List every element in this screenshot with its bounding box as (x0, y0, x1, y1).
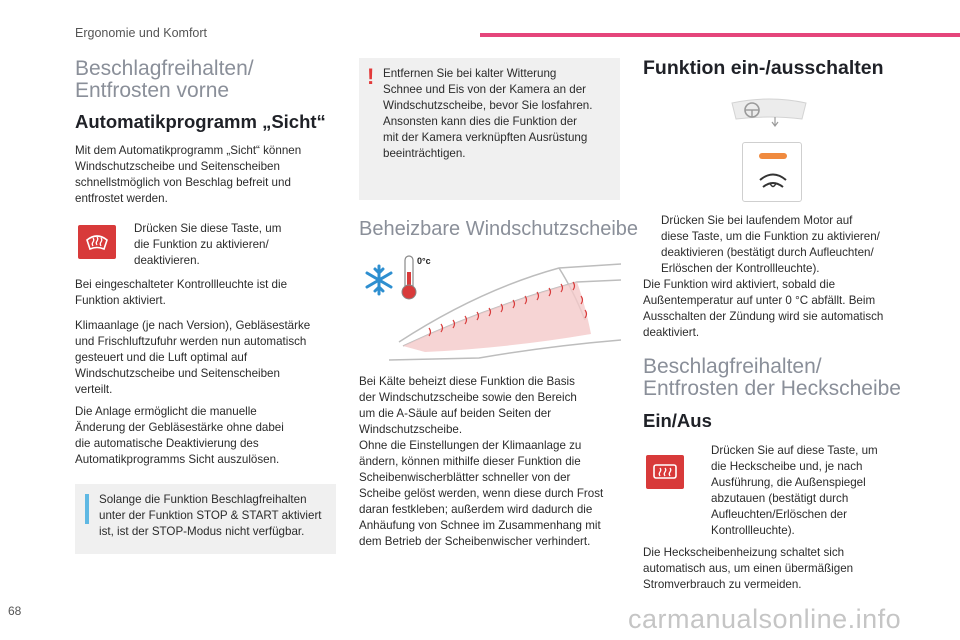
text-line: gesteuert und die Luft optimal auf (75, 351, 248, 364)
text-line: Windschutzscheibe und Seitenscheiben (75, 160, 280, 173)
heated-windscreen-control[interactable] (742, 142, 802, 202)
text-line: abzutauen (bestätigt durch (711, 492, 849, 505)
paragraph-indicator (75, 277, 340, 309)
text-line: Ausführung, die Außenspiegel (711, 476, 866, 489)
text-line: um die A-Säule auf beiden Seiten der (359, 407, 552, 420)
warning-box (359, 58, 620, 200)
text-line: Windschutzscheibe. (359, 423, 463, 436)
text-line: beeinträchtigen. (383, 147, 466, 160)
onoff-paragraph (643, 277, 923, 341)
text-line: Funktion aktiviert. (75, 294, 166, 307)
temperature-label: 0°c (417, 256, 431, 266)
text-line: Kontrollleuchte). (711, 524, 795, 537)
text-line: Windschutzscheibe und Seitenscheiben (75, 367, 280, 380)
paragraph-climate (75, 318, 340, 398)
text-line: Windschutzscheibe, bevor Sie losfahren. (383, 99, 593, 112)
text-line: deaktivieren (bestätigt durch Aufleuchten/ (661, 246, 874, 259)
section-title-line: Beschlagfreihalten/ (643, 355, 822, 378)
text-line: Mit dem Automatikprogramm „Sicht“ können (75, 144, 302, 157)
rear-bullet-text (711, 443, 921, 539)
text-line: Drücken Sie diese Taste, um (134, 222, 282, 235)
thermometer-icon (402, 256, 416, 299)
rear-window-defrost-icon (652, 462, 678, 482)
text-line: Die Funktion wird aktiviert, sobald die (643, 278, 836, 291)
onoff-bullet-text (661, 213, 921, 277)
text-line: Scheibe gelöst werden, wenn diese durch Frost (359, 487, 604, 500)
section-title-line: Beschlagfreihalten/ (75, 57, 254, 80)
text-line: automatisch aus, um einen übermäßigen (643, 562, 854, 575)
text-line: Schnee und Eis von der Kamera an der (383, 83, 587, 96)
text-line: deaktiviert. (643, 326, 700, 339)
text-line: Drücken Sie bei laufendem Motor auf (661, 214, 853, 227)
header-title: Ergonomie und Komfort (75, 26, 208, 40)
text-line: Solange die Funktion Beschlagfreihalten (99, 493, 307, 506)
text-line: daran festkleben; außerdem wird dadurch die (359, 503, 593, 516)
header-accent-bar (480, 33, 960, 37)
info-note-accent (85, 494, 89, 524)
text-line: Klimaanlage (je nach Version), Gebläsestärke (75, 319, 311, 332)
heated-windscreen-illustration (359, 250, 621, 370)
section-title-rear (643, 356, 901, 400)
text-line: deaktivieren. (134, 254, 200, 267)
text-line: die Funktion zu aktivieren/ (134, 238, 269, 251)
text-line: Bei Kälte beheizt diese Funktion die Basis (359, 375, 575, 388)
text-line: Stromverbrauch zu vermeiden. (643, 578, 802, 591)
text-line: Bei eingeschalteter Kontrollleuchte ist die (75, 278, 288, 291)
watermark: carmanualsonline.info (628, 604, 902, 634)
info-note-text (99, 492, 334, 540)
text-line: Drücken Sie auf diese Taste, um (711, 444, 878, 457)
einaus-title: Ein/Aus (643, 410, 712, 431)
heated-zone (403, 282, 591, 352)
text-line: Änderung der Gebläsestärke ohne dabei (75, 421, 284, 434)
text-line: Ansonsten kann dies die Funktion der (383, 115, 577, 128)
text-line: Die Anlage ermöglicht die manuelle (75, 405, 257, 418)
text-line: Aufleuchten/Erlöschen der (711, 508, 847, 521)
text-line: die automatische Deaktivierung des (75, 437, 259, 450)
auto-program-title: Automatikprogramm „Sicht“ (75, 111, 326, 132)
text-line: Die Heckscheibenheizung schaltet sich (643, 546, 845, 559)
section-title-front (75, 58, 254, 102)
front-bullet-text (134, 221, 334, 269)
text-line: ist, ist der STOP-Modus nicht verfügbar. (99, 525, 305, 538)
heated-windscreen-icon (757, 169, 789, 191)
page-number: 68 (8, 604, 22, 618)
windscreen-defrost-icon (84, 231, 110, 253)
indicator-light (759, 153, 787, 159)
snowflake-icon (367, 266, 391, 294)
text-line: unter der Funktion STOP & START aktiviert (99, 509, 322, 522)
text-line: und Frischluftzufuhr werden nun automatisch (75, 335, 307, 348)
text-line: Anhäufung von Schnee im Zusammenhang mit (359, 519, 601, 532)
section-title-line: Entfrosten vorne (75, 79, 230, 102)
warning-text (383, 66, 618, 162)
text-line: Scheibenwischerblätter schneller von der (359, 471, 571, 484)
rear-paragraph (643, 545, 923, 593)
onoff-title: Funktion ein-/ausschalten (643, 57, 884, 79)
rear-defrost-button[interactable] (646, 455, 684, 489)
text-line: der Windschutzscheibe sowie den Bereich (359, 391, 577, 404)
paragraph-manual (75, 404, 340, 468)
text-line: Automatikprogramms Sicht auszulösen. (75, 453, 280, 466)
heated-windscreen-body (359, 374, 624, 550)
text-line: die Heckscheibe und, je nach (711, 460, 863, 473)
text-line: Entfernen Sie bei kalter Witterung (383, 67, 557, 80)
text-line: verteilt. (75, 383, 113, 396)
text-line: Außentemperatur auf unter 0 °C abfällt. Beim (643, 294, 876, 307)
info-note (75, 484, 336, 554)
section-title-line: Entfrosten der Heckscheibe (643, 377, 901, 400)
text-line: entfrostet werden. (75, 192, 168, 205)
text-line: mit der Kamera verknüpften Ausrüstung (383, 131, 588, 144)
front-defrost-button[interactable] (78, 225, 116, 259)
warning-icon: ! (367, 64, 375, 89)
text-line: Ohne die Einstellungen der Klimaanlage zu (359, 439, 582, 452)
intro-paragraph (75, 143, 335, 207)
text-line: schnellstmöglich von Beschlag befreit und (75, 176, 291, 189)
text-line: ändern, können mithilfe dieser Funktion die (359, 455, 581, 468)
text-line: dem Betrieb der Scheibenwischer verhindert. (359, 535, 591, 548)
heated-windscreen-title: Beheizbare Windschutzscheibe (359, 218, 639, 240)
text-line: Ausschalten der Zündung wird sie automatisch (643, 310, 884, 323)
dashboard-location-icon (730, 97, 808, 133)
text-line: Erlöschen der Kontrollleuchte). (661, 262, 820, 275)
text-line: diese Taste, um die Funktion zu aktivieren/ (661, 230, 880, 243)
